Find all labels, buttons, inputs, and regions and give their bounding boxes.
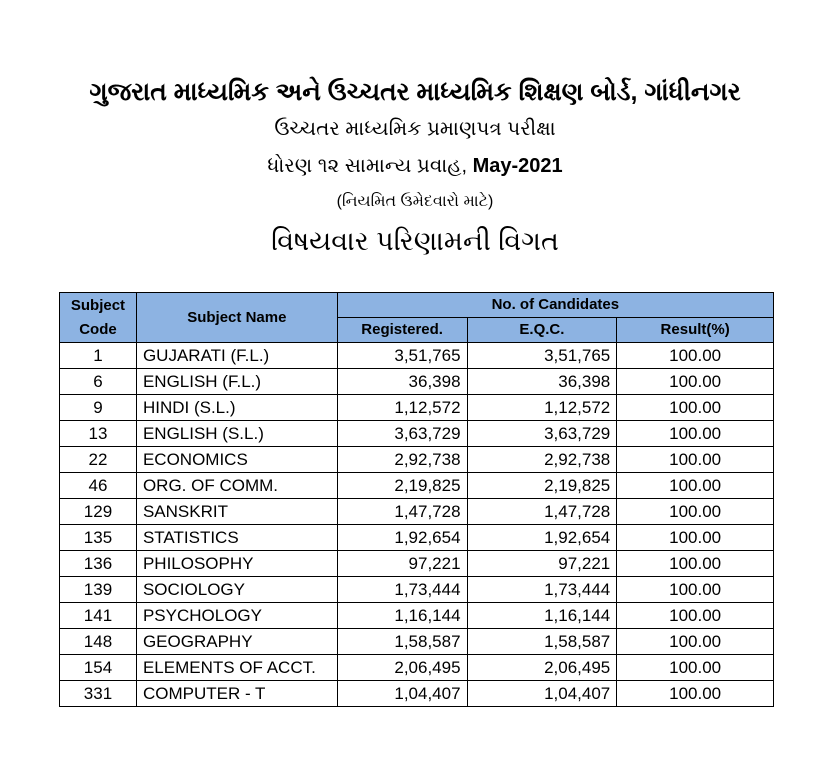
result-percent: 100.00 [617,395,774,421]
subject-code: 139 [60,577,137,603]
registered-count: 1,92,654 [337,525,467,551]
result-percent: 100.00 [617,681,774,707]
subject-code: 46 [60,473,137,499]
result-percent: 100.00 [617,343,774,369]
table-row [60,473,774,499]
header-eqc: E.Q.C. [467,318,617,343]
table-row [60,577,774,603]
subject-code: 22 [60,447,137,473]
registered-count: 2,19,825 [337,473,467,499]
table-row [60,655,774,681]
subject-name: SANSKRIT [136,499,337,525]
result-percent: 100.00 [617,473,774,499]
result-percent: 100.00 [617,551,774,577]
subject-code: 136 [60,551,137,577]
stream-text: ધોરણ ૧૨ સામાન્ય પ્રવાહ, [267,155,473,177]
registered-count: 1,73,444 [337,577,467,603]
subject-code: 135 [60,525,137,551]
table-row [60,681,774,707]
page-title: વિષયવાર પરિણામની વિગત [271,226,559,256]
subject-name: ORG. OF COMM. [136,473,337,499]
registered-count: 1,12,572 [337,395,467,421]
eqc-count: 2,06,495 [467,655,617,681]
result-percent: 100.00 [617,603,774,629]
header-registered: Registered. [337,318,467,343]
registered-count: 1,04,407 [337,681,467,707]
eqc-count: 2,19,825 [467,473,617,499]
subject-name: GUJARATI (F.L.) [136,343,337,369]
eqc-count: 1,16,144 [467,603,617,629]
results-table [59,292,774,707]
registered-count: 3,63,729 [337,421,467,447]
subject-code: 148 [60,629,137,655]
subject-code: 129 [60,499,137,525]
subject-name: STATISTICS [136,525,337,551]
subject-name: ELEMENTS OF ACCT. [136,655,337,681]
table-row [60,447,774,473]
result-percent: 100.00 [617,369,774,395]
table-row [60,369,774,395]
header-result: Result(%) [617,318,774,343]
registered-count: 97,221 [337,551,467,577]
subject-code: 154 [60,655,137,681]
stream-title [0,155,830,178]
subject-code: 13 [60,421,137,447]
header-subject-code: Subject Code [60,293,137,343]
eqc-count: 1,92,654 [467,525,617,551]
header-no-of-candidates: No. of Candidates [337,293,773,318]
registered-count: 1,47,728 [337,499,467,525]
table-row [60,551,774,577]
result-percent: 100.00 [617,421,774,447]
subject-name: ECONOMICS [136,447,337,473]
table-row [60,421,774,447]
table-row [60,499,774,525]
subject-code: 331 [60,681,137,707]
subject-name: COMPUTER - T [136,681,337,707]
table-row [60,395,774,421]
subject-name: PSYCHOLOGY [136,603,337,629]
registered-count: 2,92,738 [337,447,467,473]
registered-count: 36,398 [337,369,467,395]
result-percent: 100.00 [617,655,774,681]
subject-name: GEOGRAPHY [136,629,337,655]
eqc-count: 3,51,765 [467,343,617,369]
registered-count: 1,58,587 [337,629,467,655]
eqc-count: 1,58,587 [467,629,617,655]
eqc-count: 1,04,407 [467,681,617,707]
result-percent: 100.00 [617,499,774,525]
subject-name: ENGLISH (F.L.) [136,369,337,395]
eqc-count: 36,398 [467,369,617,395]
registered-count: 3,51,765 [337,343,467,369]
table-row [60,343,774,369]
eqc-count: 97,221 [467,551,617,577]
subject-name: PHILOSOPHY [136,551,337,577]
eqc-count: 1,73,444 [467,577,617,603]
subject-code: 9 [60,395,137,421]
eqc-count: 2,92,738 [467,447,617,473]
result-percent: 100.00 [617,525,774,551]
result-percent: 100.00 [617,629,774,655]
table-row [60,603,774,629]
exam-title: ઉચ્ચતર માધ્યમિક પ્રમાણપત્ર પરીક્ષા [274,118,556,140]
board-title: ગુજરાત માધ્યમિક અને ઉચ્ચતર માધ્યમિક શિક્ષણ બોર્ડ, ગાંધીનગર [89,78,741,106]
subject-code: 1 [60,343,137,369]
exam-session: May-2021 [472,155,563,177]
header-subject-name: Subject Name [136,293,337,343]
table-row [60,629,774,655]
table-row [60,525,774,551]
subject-name: SOCIOLOGY [136,577,337,603]
registered-count: 1,16,144 [337,603,467,629]
eqc-count: 1,47,728 [467,499,617,525]
eqc-count: 1,12,572 [467,395,617,421]
subject-name: ENGLISH (S.L.) [136,421,337,447]
result-percent: 100.00 [617,577,774,603]
registered-count: 2,06,495 [337,655,467,681]
subject-name: HINDI (S.L.) [136,395,337,421]
subject-code: 141 [60,603,137,629]
eqc-count: 3,63,729 [467,421,617,447]
subject-code: 6 [60,369,137,395]
candidate-type: (નિયમિત ઉમેદવારો માટે) [336,193,494,210]
result-percent: 100.00 [617,447,774,473]
